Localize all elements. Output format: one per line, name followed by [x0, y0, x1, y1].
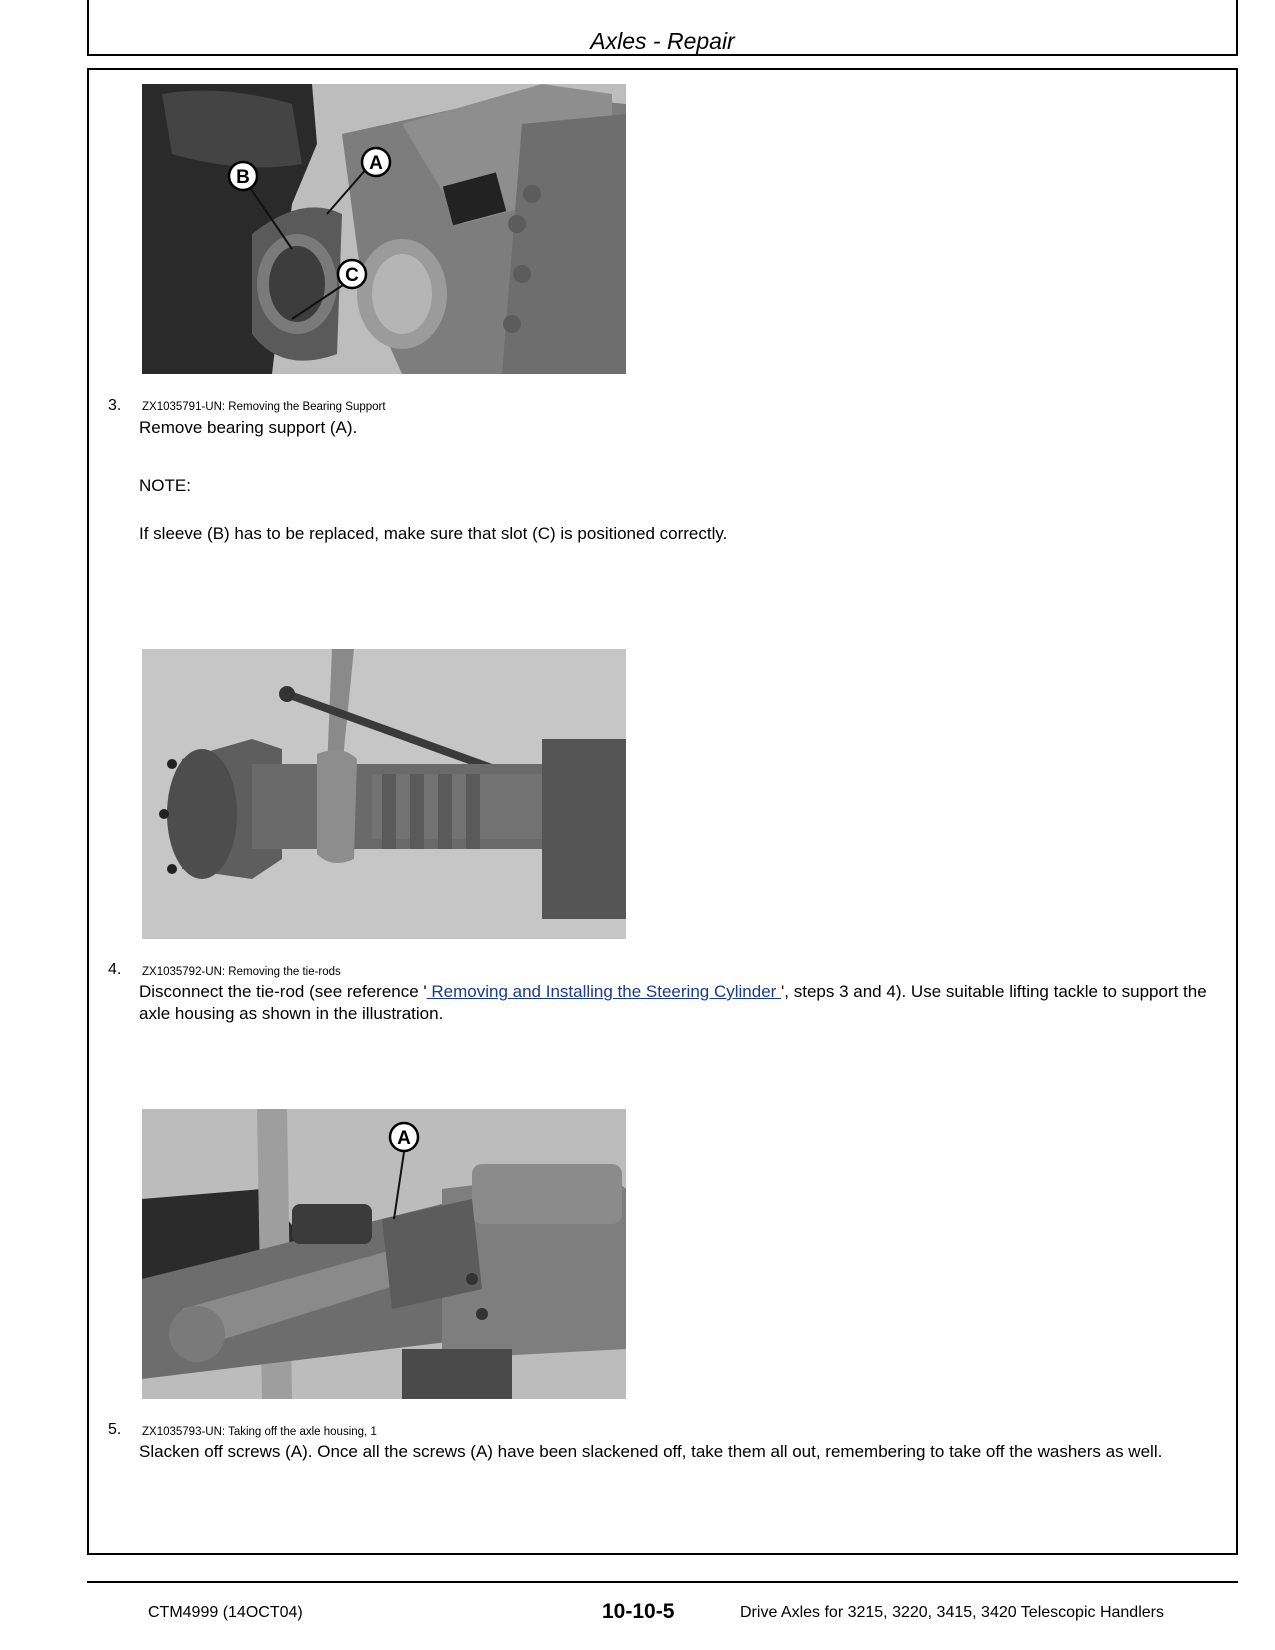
note-label: NOTE: — [139, 476, 191, 495]
step-number: 5. — [108, 1421, 122, 1438]
note-text: If sleeve (B) has to be replaced, make sure that slot (C) is positioned correctly. — [139, 524, 728, 543]
callout-c-label: C — [345, 265, 359, 286]
callout-a-label: A — [397, 1128, 411, 1149]
footer-doc-title: Drive Axles for 3215, 3220, 3415, 3420 Telescopic Handlers — [740, 1604, 1164, 1621]
callout-a-marker — [362, 148, 390, 176]
footer-page-number: 10-10-5 — [602, 1600, 675, 1623]
footer-rule — [87, 1581, 1238, 1583]
step-instruction: Slacken off screws (A). Once all the screws (A) have been slackened off, take them all out, remembering to take off the washers as well. — [139, 1442, 1163, 1461]
figure-tie-rods — [142, 649, 626, 939]
callout-b-label: B — [236, 167, 250, 188]
bearing-support-illustration — [142, 84, 626, 374]
axle-housing-illustration — [142, 1109, 626, 1399]
footer-doc-id: CTM4999 (14OCT04) — [148, 1604, 303, 1621]
callout-a-label: A — [369, 153, 383, 174]
page-title: Axles - Repair — [590, 28, 735, 54]
callout-c-marker — [338, 260, 366, 288]
step-instruction-suffix: ', steps 3 and 4). Use suitable lifting tackle to support the axle housing as shown in the illustration. — [139, 982, 1207, 1023]
figure-caption: ZX1035791-UN: Removing the Bearing Support — [142, 401, 386, 413]
steering-cylinder-link[interactable]: Removing and Installing the Steering Cylinder — [426, 982, 782, 1001]
figure-caption: ZX1035792-UN: Removing the tie-rods — [142, 966, 341, 978]
step-instruction — [139, 981, 1234, 1025]
page-header — [87, 0, 1238, 56]
tie-rods-illustration — [142, 649, 626, 939]
step-number: 3. — [108, 397, 122, 414]
step-number: 4. — [108, 961, 122, 978]
callout-a-marker — [390, 1123, 418, 1151]
figure-bearing-support — [142, 84, 626, 374]
step-instruction-prefix: Disconnect the tie-rod (see reference ' — [139, 982, 427, 1001]
figure-axle-housing — [142, 1109, 626, 1399]
step-instruction: Remove bearing support (A). — [139, 418, 358, 437]
callout-b-marker — [229, 162, 257, 190]
figure-caption: ZX1035793-UN: Taking off the axle housing, 1 — [142, 1426, 377, 1438]
